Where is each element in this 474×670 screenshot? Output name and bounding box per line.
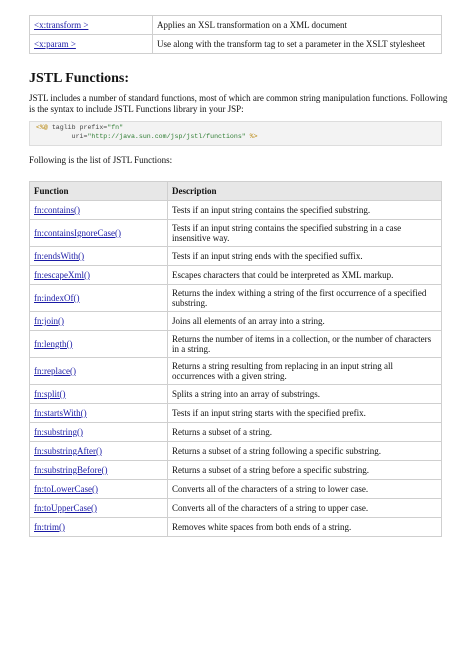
function-link[interactable]: fn:indexOf()	[34, 292, 80, 303]
table-row	[30, 358, 442, 385]
table-row	[30, 220, 442, 247]
function-link[interactable]: fn:substringBefore()	[34, 464, 108, 475]
function-description: Escapes characters that could be interpreted as XML markup.	[168, 266, 442, 285]
tag-description: Use along with the transform tag to set a parameter in the XSLT stylesheet	[153, 35, 442, 54]
function-description: Joins all elements of an array into a string.	[168, 312, 442, 331]
table-row	[30, 247, 442, 266]
code-uri-value: "http://java.sun.com/jsp/jstl/functions"	[87, 132, 246, 140]
function-description: Converts all of the characters of a string to upper case.	[168, 499, 442, 518]
table-row	[30, 461, 442, 480]
table-row	[30, 35, 442, 54]
tag-link-transform[interactable]: <x:transform >	[34, 19, 89, 30]
function-link[interactable]: fn:toUpperCase()	[34, 502, 97, 513]
function-link[interactable]: fn:split()	[34, 388, 66, 399]
table-row	[30, 518, 442, 537]
function-description: Returns the index withing a string of the first occurrence of a specified substring.	[168, 285, 442, 312]
function-description: Tests if an input string starts with the specified prefix.	[168, 404, 442, 423]
intro-paragraph: JSTL includes a number of standard functions, most of which are common string manipulation functions. Following is the syntax to include JSTL Functions library in your JSP:	[29, 93, 448, 114]
function-description: Returns a string resulting from replacing in an input string all occurrences with a given string.	[168, 358, 442, 385]
table-row	[30, 404, 442, 423]
function-description: Returns a subset of a string.	[168, 423, 442, 442]
list-intro: Following is the list of JSTL Functions:	[29, 155, 173, 165]
function-description: Removes white spaces from both ends of a string.	[168, 518, 442, 537]
header-description: Description	[168, 182, 442, 201]
table-row	[30, 266, 442, 285]
function-link[interactable]: fn:length()	[34, 338, 73, 349]
function-description: Returns a subset of a string before a specific substring.	[168, 461, 442, 480]
table-row	[30, 423, 442, 442]
table-row	[30, 201, 442, 220]
table-row	[30, 442, 442, 461]
function-link[interactable]: fn:escapeXml()	[34, 269, 90, 280]
function-link[interactable]: fn:contains()	[34, 204, 80, 215]
tag-description: Applies an XSL transformation on a XML document	[153, 16, 442, 35]
xml-tags-table	[29, 15, 442, 54]
function-description: Splits a string into an array of substrings.	[168, 385, 442, 404]
table-row	[30, 16, 442, 35]
code-prefix-value: "fn"	[107, 124, 124, 131]
function-link[interactable]: fn:trim()	[34, 521, 65, 532]
table-row	[30, 312, 442, 331]
function-description: Returns the number of items in a collection, or the number of characters in a string.	[168, 331, 442, 358]
function-link[interactable]: fn:replace()	[34, 365, 76, 376]
table-row	[30, 385, 442, 404]
table-row	[30, 285, 442, 312]
function-description: Tests if an input string contains the specified substring.	[168, 201, 442, 220]
function-link[interactable]: fn:startsWith()	[34, 407, 87, 418]
section-heading: JSTL Functions:	[29, 71, 129, 86]
function-link[interactable]: fn:join()	[34, 315, 64, 326]
code-snippet	[29, 121, 442, 146]
function-link[interactable]: fn:substring()	[34, 426, 83, 437]
function-link[interactable]: fn:endsWith()	[34, 250, 85, 261]
table-row	[30, 499, 442, 518]
table-row	[30, 480, 442, 499]
code-uri-attr: uri=	[36, 132, 88, 140]
tag-link-param[interactable]: <x:param >	[34, 38, 76, 49]
code-taglib: taglib prefix=	[47, 124, 108, 131]
code-directive-close: %>	[245, 132, 258, 140]
code-directive-open: <%@	[36, 124, 48, 131]
function-description: Converts all of the characters of a string to lower case.	[168, 480, 442, 499]
table-header-row	[30, 182, 442, 201]
functions-table-body	[30, 201, 442, 537]
function-link[interactable]: fn:substringAfter()	[34, 445, 102, 456]
function-link[interactable]: fn:containsIgnoreCase()	[34, 227, 121, 238]
function-description: Tests if an input string ends with the specified suffix.	[168, 247, 442, 266]
table-row	[30, 331, 442, 358]
function-description: Returns a subset of a string following a specific substring.	[168, 442, 442, 461]
header-function: Function	[30, 182, 168, 201]
functions-table	[29, 181, 442, 537]
function-link[interactable]: fn:toLowerCase()	[34, 483, 98, 494]
function-description: Tests if an input string contains the specified substring in a case insensitive way.	[168, 220, 442, 247]
